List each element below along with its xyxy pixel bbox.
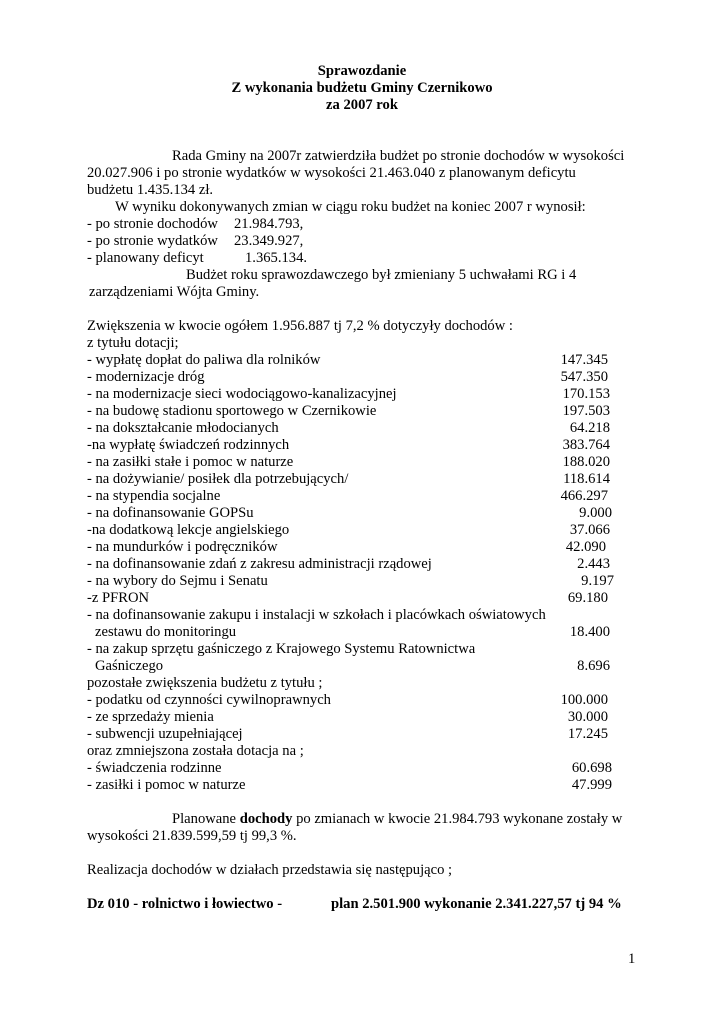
expense-value: 23.349.927, (234, 233, 304, 249)
item-value: 8.696 (577, 658, 610, 674)
item-label: - na wybory do Sejmu i Senatu (87, 573, 268, 589)
item-value: 30.000 (567, 709, 608, 725)
list-item (87, 454, 622, 471)
item-value: 197.503 (562, 403, 610, 419)
list-item (87, 386, 622, 403)
summary-pre: Planowane (172, 811, 237, 827)
amendments-line-2: zarządzeniami Wójta Gminy. (89, 284, 260, 300)
list-item (87, 760, 622, 777)
item-label: - wypłatę dopłat do paliwa dla rolników (87, 352, 321, 368)
list-item (87, 369, 622, 386)
item-value: 383.764 (562, 437, 610, 453)
intro-line-3: budżetu 1.435.134 zł. (87, 182, 214, 198)
list-item (87, 658, 622, 675)
item-value: 37.066 (569, 522, 610, 538)
deficit-value: 1.365.134. (245, 250, 308, 266)
item-value: 547.350 (560, 369, 608, 385)
list-item (87, 522, 622, 539)
item-label: - świadczenia rodzinne (87, 760, 222, 776)
item-label: - na budowę stadionu sportowego w Czernikowie (87, 403, 377, 419)
monitoring-line-1: - na dofinansowanie zakupu i instalacji w szkołach i placówkach oświatowych (87, 607, 546, 623)
item-value: 47.999 (571, 777, 612, 793)
item-label: -z PFRON (87, 590, 150, 606)
item-value: 60.698 (571, 760, 612, 776)
item-label: - na zasiłki stałe i pomoc w naturze (87, 454, 294, 470)
item-label: - subwencji uzupełniającej (87, 726, 243, 742)
item-value: 42.090 (565, 539, 606, 555)
list-item (87, 403, 622, 420)
list-item (87, 726, 622, 743)
item-label: - na modernizacje sieci wodociągowo-kanalizacyjnej (87, 386, 397, 402)
item-label: zestawu do monitoringu (95, 624, 237, 640)
item-label: - na dożywianie/ posiłek dla potrzebujących/ (87, 471, 349, 487)
deficit-label: - planowany deficyt (87, 250, 204, 266)
list-item (87, 420, 622, 437)
other-increases-heading: pozostałe zwiększenia budżetu z tytułu ; (87, 675, 323, 691)
list-item (87, 709, 622, 726)
realization-line: Realizacja dochodów w działach przedstawia się następująco ; (87, 862, 453, 878)
amendments-line-1: Budżet roku sprawozdawczego był zmieniany 5 uchwałami RG i 4 (186, 267, 577, 283)
list-item (87, 573, 622, 590)
item-label: - zasiłki i pomoc w naturze (87, 777, 246, 793)
item-value: 17.245 (567, 726, 608, 742)
item-value: 466.297 (560, 488, 608, 504)
summary-post: po zmianach w kwocie 21.984.793 wykonane zostały w (296, 811, 623, 827)
list-item (87, 692, 622, 709)
summary-line-1 (172, 811, 622, 828)
item-value: 9.197 (581, 573, 614, 589)
list-item (87, 505, 622, 522)
increases-heading: Zwiększenia w kwocie ogółem 1.956.887 tj 7,2 % dotyczyły dochodów : (87, 318, 513, 334)
list-item (87, 352, 622, 369)
fire-line-1: - na zakup sprzętu gaśniczego z Krajowego Systemu Ratownictwa (87, 641, 476, 657)
item-label: -na dodatkową lekcje angielskiego (87, 522, 290, 538)
document-title: Sprawozdanie (317, 63, 407, 79)
item-label: - na stypendia socjalne (87, 488, 221, 504)
item-label: - na dokształcanie młodocianych (87, 420, 279, 436)
item-value: 118.614 (563, 471, 610, 487)
item-value: 69.180 (567, 590, 608, 606)
intro-changes-line: W wyniku dokonywanych zmian w ciągu roku budżet na koniec 2007 r wynosił: (115, 199, 586, 215)
summary-bold: dochody (239, 811, 293, 827)
intro-line-2: 20.027.906 i po stronie wydatków w wysokości 21.463.040 z planowanym deficytu (87, 165, 576, 181)
item-value: 18.400 (569, 624, 610, 640)
item-value: 170.153 (562, 386, 610, 402)
document-year: za 2007 rok (326, 97, 398, 113)
summary-line-2: wysokości 21.839.599,59 tj 99,3 %. (87, 828, 297, 844)
list-item (87, 777, 622, 794)
division-plan: plan 2.501.900 wykonanie 2.341.227,57 tj 94 % (331, 896, 622, 912)
item-label: - modernizacje dróg (87, 369, 205, 385)
item-label: - na dofinansowanie GOPSu (87, 505, 254, 521)
list-item (87, 624, 622, 641)
decrease-heading: oraz zmniejszona została dotacja na ; (87, 743, 304, 759)
item-label: - na dofinansowanie zdań z zakresu administracji rządowej (87, 556, 432, 572)
item-label: Gaśniczego (95, 658, 164, 674)
income-value: 21.984.793, (234, 216, 304, 232)
increases-subheading: z tytułu dotacji; (87, 335, 179, 351)
page-number: 1 (628, 951, 636, 967)
income-label: - po stronie dochodów (87, 216, 218, 232)
item-value: 188.020 (562, 454, 610, 470)
division-label: Dz 010 - rolnictwo i łowiectwo - (87, 896, 283, 912)
item-value: 2.443 (577, 556, 610, 572)
document-subtitle: Z wykonania budżetu Gminy Czernikowo (231, 80, 493, 96)
list-item (87, 471, 622, 488)
list-item (87, 437, 622, 454)
list-item (87, 590, 622, 607)
item-value: 9.000 (579, 505, 612, 521)
item-value: 64.218 (569, 420, 610, 436)
list-item (87, 556, 622, 573)
item-value: 147.345 (560, 352, 608, 368)
expense-label: - po stronie wydatków (87, 233, 218, 249)
intro-line-1: Rada Gminy na 2007r zatwierdziła budżet po stronie dochodów w wysokości (172, 148, 625, 164)
list-item (87, 488, 622, 505)
item-label: - na mundurków i podręczników (87, 539, 278, 555)
item-label: - podatku od czynności cywilnoprawnych (87, 692, 331, 708)
item-label: -na wypłatę świadczeń rodzinnych (87, 437, 290, 453)
list-item (87, 539, 622, 556)
item-label: - ze sprzedaży mienia (87, 709, 214, 725)
item-value: 100.000 (560, 692, 608, 708)
